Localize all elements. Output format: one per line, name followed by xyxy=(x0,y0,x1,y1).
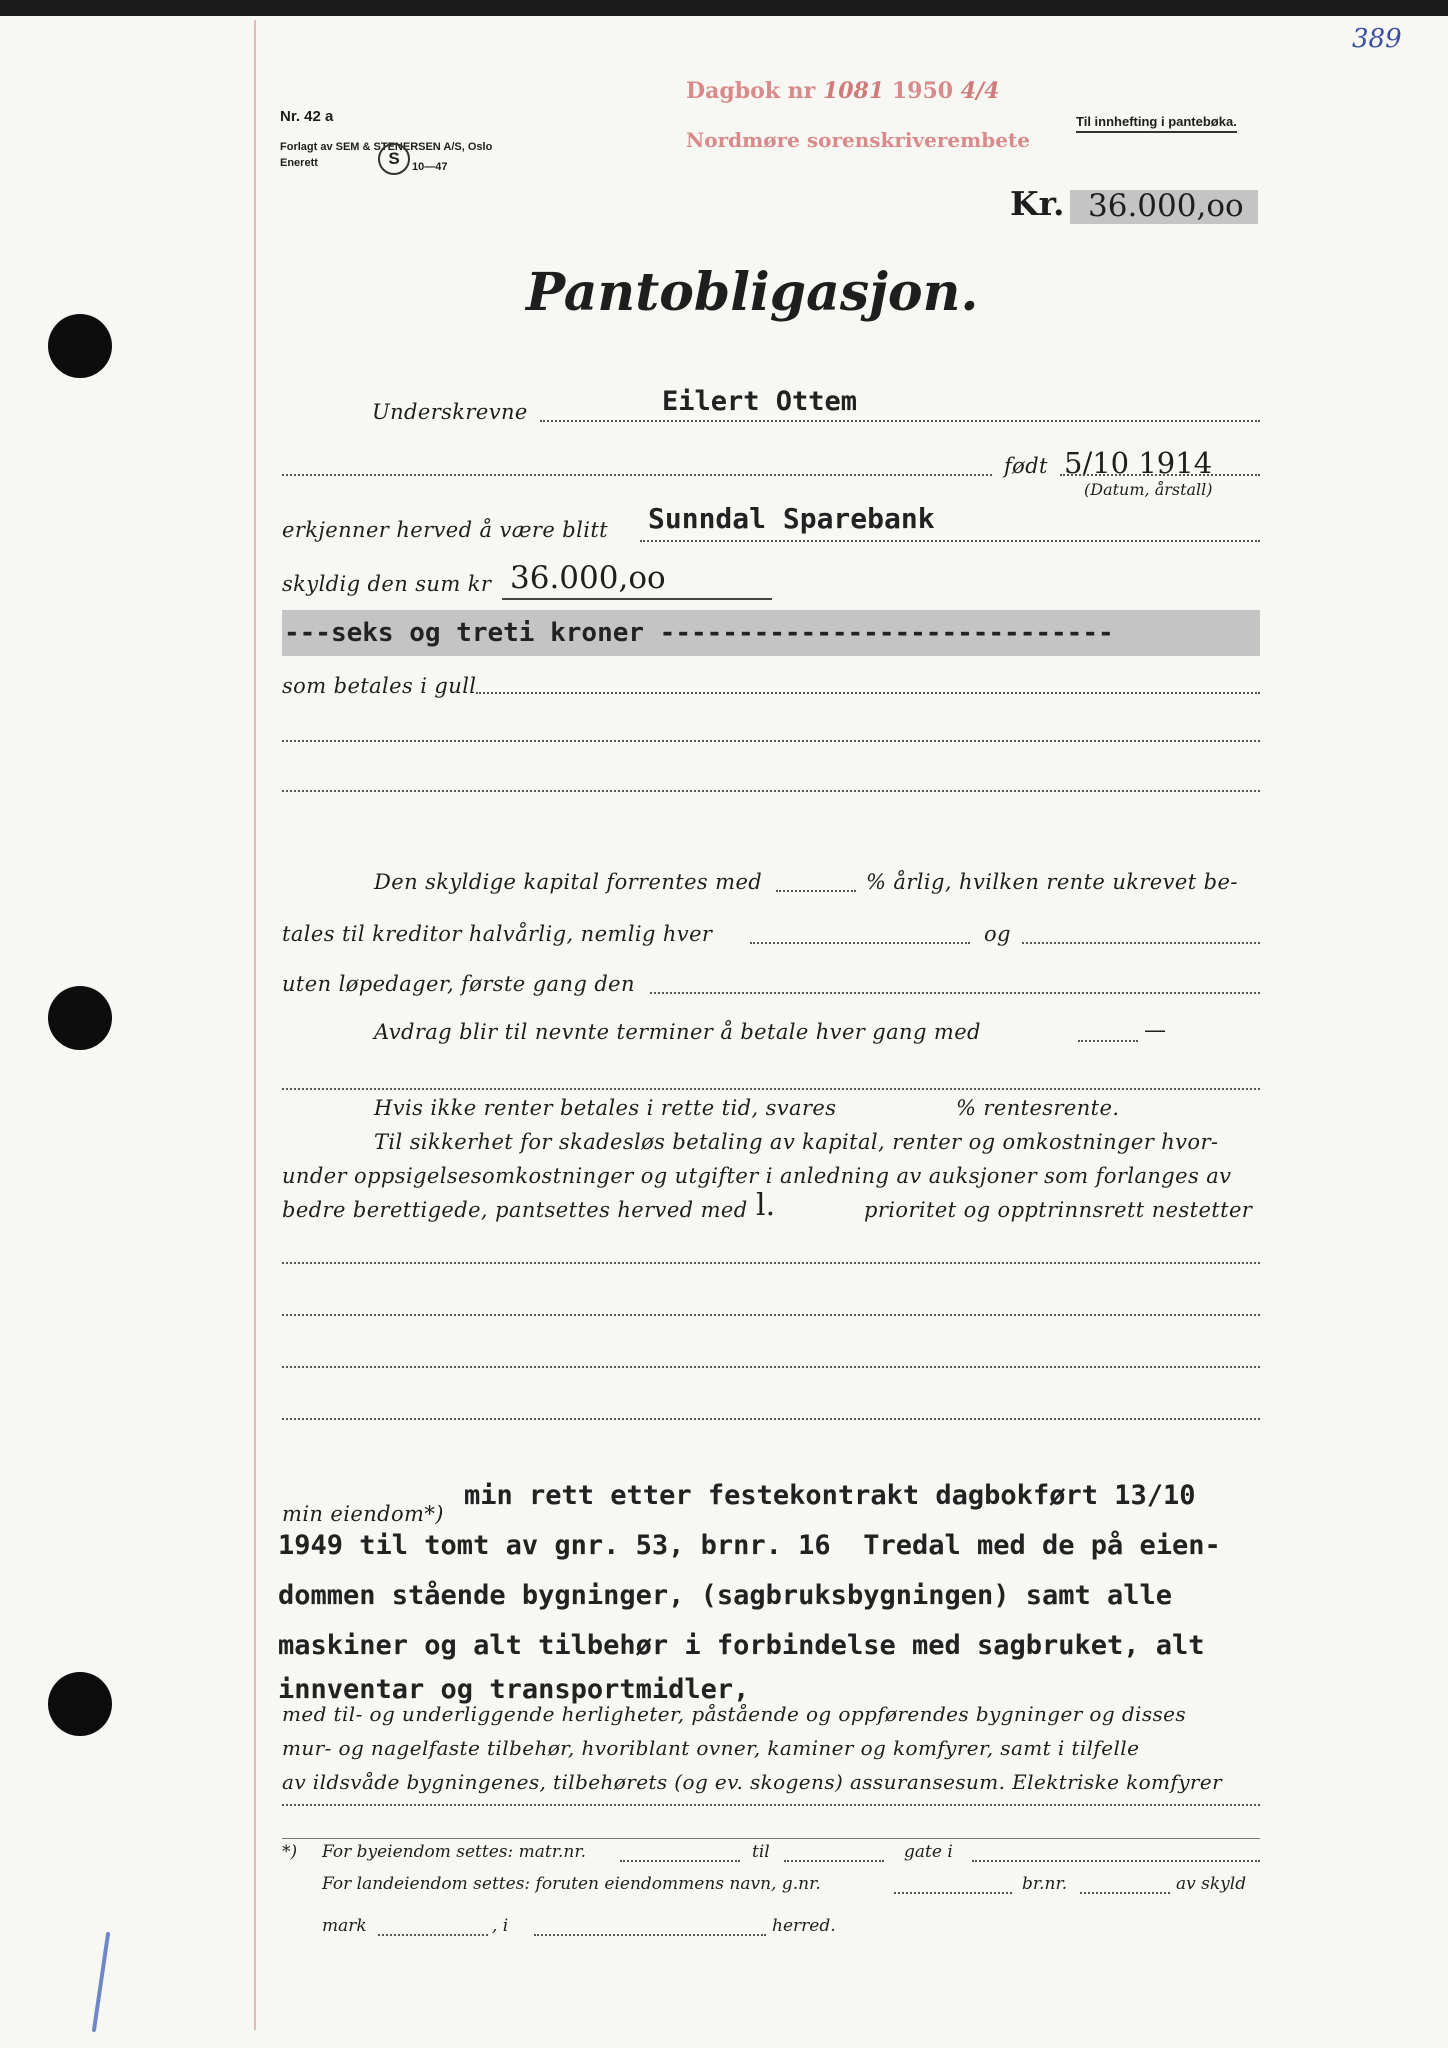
form-number: Nr. 42 a xyxy=(280,108,334,125)
security-text-1: Til sikkerhet for skadesløs betaling av kapital, renter og omkostninger hvor- xyxy=(374,1130,1219,1154)
property-line-4: maskiner og alt tilbehør i forbindelse med sagbruket, alt xyxy=(278,1630,1205,1661)
sum-underline xyxy=(502,598,772,600)
priority-suffix: prioritet og opptrinnsrett nestetter xyxy=(864,1198,1253,1222)
footnote-land-skyld: av skyld xyxy=(1176,1874,1247,1894)
stamp-number: 1081 xyxy=(822,78,885,104)
halfyear-line-2 xyxy=(1022,942,1260,944)
footnote-mark-label: mark xyxy=(322,1916,367,1936)
installment-line-2 xyxy=(282,1088,1260,1090)
footnote-city-line-1 xyxy=(620,1860,740,1862)
property-line-3: dommen stående bygninger, (sagbruksbygningen) samt alle xyxy=(278,1580,1173,1611)
blank-line-6 xyxy=(282,1418,1260,1420)
scan-top-edge xyxy=(0,0,1448,16)
footnote-mark-line xyxy=(378,1934,488,1936)
born-line xyxy=(1060,474,1260,476)
footnote-land-line-1 xyxy=(894,1892,1012,1894)
undersigned-value: Eilert Ottem xyxy=(662,386,858,417)
footnote-mark-i: , i xyxy=(492,1916,509,1936)
footnote-land-label: For landeiendom settes: foruten eiendommens navn, g.nr. xyxy=(322,1874,821,1894)
blank-line-5 xyxy=(282,1366,1260,1368)
footnote-city-gate: gate i xyxy=(904,1842,953,1862)
publisher-logo: S xyxy=(378,143,410,175)
pencil-stroke-icon xyxy=(80,1930,120,2040)
footnote-land-line-2 xyxy=(1080,1892,1170,1894)
footnote-city-line-3 xyxy=(972,1860,1260,1862)
footnote-mark: *) xyxy=(282,1842,298,1862)
gold-line xyxy=(476,692,1260,694)
clause-line-3: av ildsvåde bygningenes, tilbehørets (og ev. skogens) assuransesum. Elektriske komfyrer xyxy=(282,1770,1223,1794)
security-text-2: under oppsigelsesomkostninger og utgifter i anledning av auksjoner som forlanges av xyxy=(282,1164,1232,1188)
binder-hole-1 xyxy=(48,314,112,378)
property-label: min eiendom*) xyxy=(282,1502,444,1526)
attach-note: Til innhefting i pantebøka. xyxy=(1076,114,1237,133)
interest-label-2: % årlig, hvilken rente ukrevet be- xyxy=(866,870,1238,894)
page-number: 389 xyxy=(1352,24,1402,54)
binder-hole-2 xyxy=(48,986,112,1050)
property-line-2: 1949 til tomt av gnr. 53, brnr. 16 Tredal med de på eien- xyxy=(278,1530,1221,1561)
blank-line-1 xyxy=(282,740,1260,742)
creditor-line xyxy=(640,540,1260,542)
installment-label: Avdrag blir til nevnte terminer å betale hver gang med xyxy=(374,1020,981,1044)
born-hint: (Datum, årstall) xyxy=(1084,480,1213,499)
footnote-herred: herred. xyxy=(772,1916,836,1936)
publisher-line: Forlagt av SEM & STENERSEN A/S, Oslo xyxy=(280,141,493,153)
born-value: 5/10 1914 xyxy=(1064,446,1213,480)
stamp-office: Nordmøre sorenskriverembete xyxy=(686,128,1030,152)
born-label: født xyxy=(1004,454,1048,478)
first-date-label: uten løpedager, første gang den xyxy=(282,972,635,996)
halfyear-label: tales til kreditor halvårlig, nemlig hver xyxy=(282,922,713,946)
gold-label: som betales i gull xyxy=(282,674,477,698)
publisher-enerett: Enerett xyxy=(280,157,318,169)
footnote-city-label: For byeiendom settes: matr.nr. xyxy=(322,1842,586,1862)
halfyear-and: og xyxy=(984,922,1011,946)
halfyear-line xyxy=(750,942,970,944)
late-interest-label: Hvis ikke renter betales i rette tid, svares xyxy=(374,1096,837,1120)
property-line-5: innventar og transportmidler, xyxy=(278,1674,750,1705)
margin-rule xyxy=(254,20,256,2030)
interest-rate-line xyxy=(776,890,856,892)
blank-line-3 xyxy=(282,1262,1260,1264)
clause-line-1: med til- og underliggende herligheter, påstående og oppførendes bygninger og disses xyxy=(282,1702,1187,1726)
address-line xyxy=(282,474,992,476)
installment-value: — xyxy=(1144,1018,1166,1043)
binder-hole-3 xyxy=(48,1672,112,1736)
sum-value: 36.000,oo xyxy=(510,560,666,596)
clause-end-line xyxy=(282,1804,1260,1806)
undersigned-line xyxy=(540,420,1260,422)
clause-line-2: mur- og nagelfaste tilbehør, hvoriblant ovner, kaminer og komfyrer, samt i tilfelle xyxy=(282,1736,1140,1760)
stamp-year: 1950 xyxy=(891,78,954,104)
footnote-rule xyxy=(282,1838,1260,1839)
undersigned-label: Underskrevne xyxy=(372,400,528,424)
publisher-date: 10—47 xyxy=(412,161,448,173)
page-title: Pantobligasjon. xyxy=(526,262,979,323)
late-interest-suffix: % rentesrente. xyxy=(956,1096,1120,1120)
footnote-herred-line xyxy=(534,1934,766,1936)
stamp-label: Dagbok nr xyxy=(686,78,816,104)
priority-value: l. xyxy=(756,1188,776,1223)
property-line-1: min rett etter festekontrakt dagbokført 13/10 xyxy=(464,1480,1196,1511)
sum-words: ---seks og treti kroner ----------------------------- xyxy=(284,618,1114,648)
creditor-label: erkjenner herved å være blitt xyxy=(282,518,609,542)
footnote-land-brnr: br.nr. xyxy=(1022,1874,1068,1894)
interest-label: Den skyldige kapital forrentes med xyxy=(374,870,763,894)
blank-line-2 xyxy=(282,790,1260,792)
stamp-date: 4/4 xyxy=(960,78,1000,104)
footnote-city-til: til xyxy=(752,1842,770,1862)
installment-line xyxy=(1078,1040,1138,1042)
amount-label: Kr. xyxy=(1010,184,1065,223)
blank-line-4 xyxy=(282,1314,1260,1316)
footnote-city-line-2 xyxy=(784,1860,884,1862)
sum-label: skyldig den sum kr xyxy=(282,572,492,596)
creditor-value: Sunndal Sparebank xyxy=(648,502,935,535)
first-date-line xyxy=(650,992,1260,994)
priority-label: bedre berettigede, pantsettes herved med xyxy=(282,1198,748,1222)
amount-value: 36.000,oo xyxy=(1088,188,1244,224)
diary-stamp xyxy=(686,78,999,104)
